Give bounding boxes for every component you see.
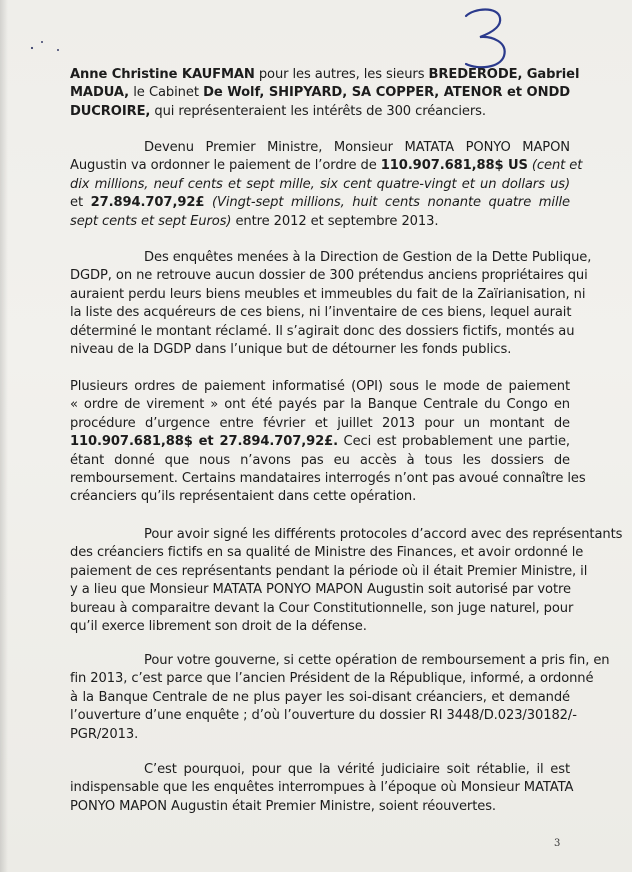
paragraph-conclusion: C’est pourquoi, pour que la vérité judiciaire soit rétablie, il est indispensable que les enquêtes interrompues à l’époque où Monsieur MATATA PONYO MAPON Augustin était Premier Ministre, soient réouvertes. xyxy=(70,762,574,814)
paragraph-end-of-operation: Pour votre gouverne, si cette opération de remboursement a pris fin, en fin 2013, c’est parce que l’ancien Président de la République, informé, a ordonné à la Banque Centrale de ne plus payer les soi-disant créanciers, et demandé l’ouverture d’une enquête ; d’où l’ouverture du dossier RI 3448/D.023/30182/- PGR/2013. xyxy=(70,653,610,742)
pen-dots xyxy=(28,38,68,58)
paragraph-creditors: Anne Christine KAUFMAN pour les autres, les sieurs BREDERODE, Gabriel MADUA, le Cabinet De Wolf, SHIPYARD, SA COPPER, ATENOR et ONDD DUCROIRE, qui représenteraient les intérêts de 300 créanciers. xyxy=(70,67,580,119)
paragraph-opi-payments: Plusieurs ordres de paiement informatisé (OPI) sous le mode de paiement « ordre de virement » ont été payés par la Banque Centrale du Congo en procédure d’urgence entre février et juillet 2013 pour un montant de 110.907.681,88$ et 27.894.707,92£. Ceci est probablement une partie, étant donné que nous n’avons pas eu accès à tous les dossiers de remboursement. Certains mandataires interrogés n’ont pas avoué connaître les créanciers qu’ils représentaient dans cette opération. xyxy=(70,379,586,505)
page-shadow xyxy=(0,0,8,872)
page-number: 3 xyxy=(554,838,561,849)
paragraph-dgdp-investigation: Des enquêtes menées à la Direction de Gestion de la Dette Publique, DGDP, on ne retrouve aucun dossier de 300 prétendus anciens propriétaires qui auraient perdu leurs biens meubles et immeubles du fait de la Zaïrianisation, ni la liste des acquéreurs de ces biens, ni l’inventaire de ces biens, lequel aurait déterminé le montant réclamé. Il s’agirait donc des dossiers fictifs, montés au niveau de la DGDP dans l’unique but de détourner les fonds publics. xyxy=(70,250,592,358)
paragraph-payment-order: Devenu Premier Ministre, Monsieur MATATA PONYO MAPON Augustin va ordonner le paiement de l’ordre de 110.907.681,88$ US (cent et dix millions, neuf cents et sept mille, six cent quatre-vingt et un dollars us) et 27.894.707,92£ (Vingt-sept millions, huit cents nonante quatre mille sept cents et sept Euros) entre 2012 et septembre 2013. xyxy=(70,140,583,229)
paragraph-authorization-request: Pour avoir signé les différents protocoles d’accord avec des représentants des créanciers fictifs en sa qualité de Ministre des Finances, et avoir ordonné le paiement de ces représentants pendant la période où il était Premier Ministre, il y a lieu que Monsieur MATATA PONYO MAPON Augustin soit autorisé par votre bureau à comparaitre devant la Cour Constitutionnelle, son juge naturel, pour qu’il exerce librement son droit de la défense. xyxy=(70,527,623,635)
handwritten-page-mark xyxy=(452,4,522,74)
